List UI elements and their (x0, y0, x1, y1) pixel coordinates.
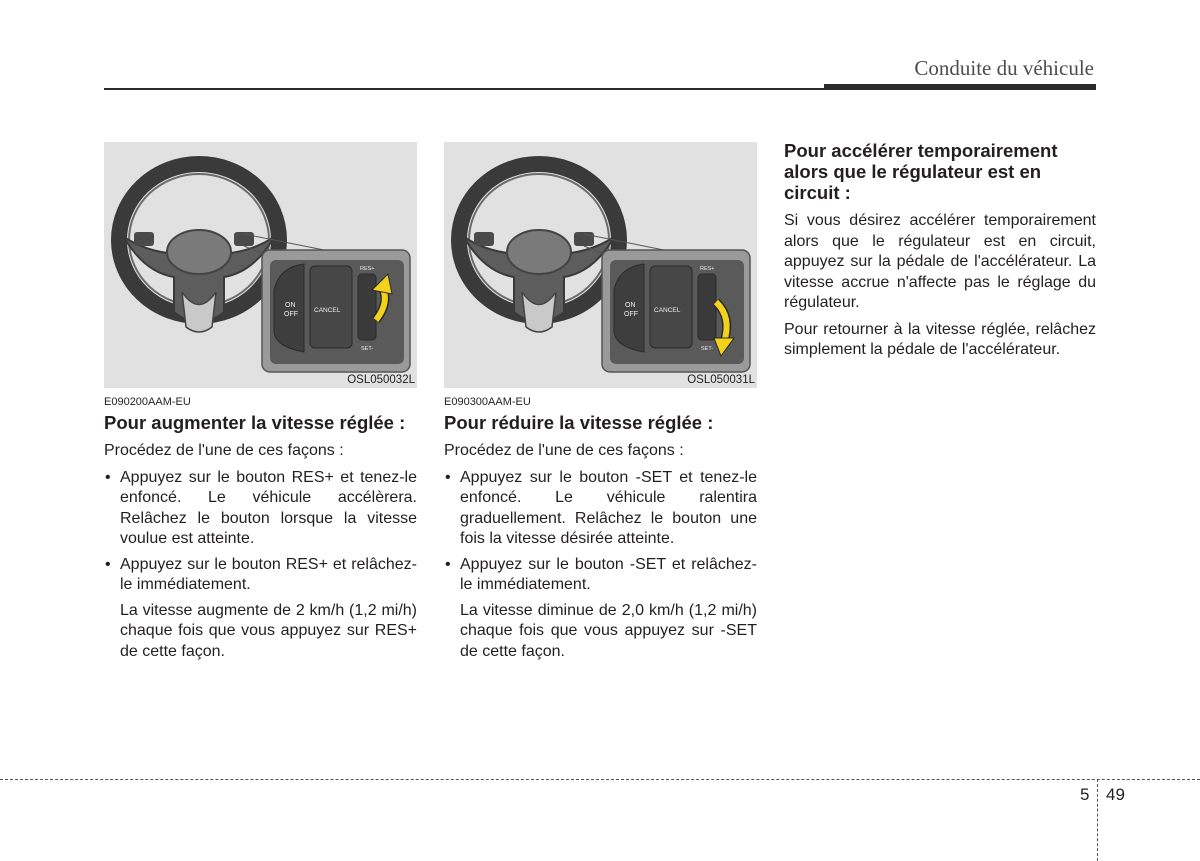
section-heading: Pour accélérer temporairement alors que le régulateur est en circuit : (784, 140, 1058, 203)
switch-label-on: ON (625, 302, 636, 309)
footer-divider (0, 779, 1200, 780)
footer-vertical-divider (1097, 779, 1098, 861)
list-item: • Appuyez sur le bouton RES+ et tenez-le enfoncé. Le véhicule accélèrera. Relâchez le bouton lorsque la vitesse voulue est atteinte. (104, 468, 417, 550)
header-rule (104, 88, 824, 90)
instruction-list (104, 468, 417, 596)
list-item: • Appuyez sur le bouton -SET et relâchez-le immédiatement. (444, 555, 757, 596)
steering-wheel-illustration (444, 142, 757, 388)
header-title: Conduite du véhicule (914, 56, 1094, 80)
switch-label-set: SET- (361, 346, 374, 352)
middle-column (444, 142, 757, 668)
instruction-list (444, 468, 757, 596)
chapter-number: 5 (1080, 785, 1090, 804)
header-rule-accent (824, 84, 1096, 90)
right-column (784, 140, 1096, 367)
list-item: • Appuyez sur le bouton -SET et tenez-le enfoncé. Le véhicule ralentira graduellement. Relâchez le bouton une fois la vitesse désirée atteinte. (444, 468, 757, 550)
page-number: 49 (1106, 785, 1125, 804)
switch-label-cancel: CANCEL (314, 307, 341, 314)
section-heading: Pour augmenter la vitesse réglée : (104, 412, 406, 433)
figure-code: OSL050031L (687, 374, 755, 386)
switch-label-set: SET- (701, 346, 714, 352)
switch-label-res: RES+ (700, 266, 715, 272)
steering-wheel-illustration (104, 142, 417, 388)
note-text: La vitesse diminue de 2,0 km/h (1,2 mi/h) chaque fois que vous appuyez sur -SET de cette façon. (460, 601, 757, 660)
switch-label-off: OFF (284, 311, 298, 318)
figure-code: OSL050032L (347, 374, 415, 386)
steering-wheel-figure-res (104, 142, 417, 388)
section-heading: Pour réduire la vitesse réglée : (444, 412, 714, 433)
intro-text: Procédez de l'une de ces façons : (444, 442, 684, 459)
switch-label-off: OFF (624, 311, 638, 318)
steering-wheel-figure-set (444, 142, 757, 388)
switch-label-res: RES+ (360, 266, 375, 272)
left-column (104, 142, 417, 668)
switch-label-cancel: CANCEL (654, 307, 681, 314)
reference-code: E090200AAM-EU (104, 396, 191, 408)
intro-text: Procédez de l'une de ces façons : (104, 442, 344, 459)
paragraph: Pour retourner à la vitesse réglée, relâchez simplement la pédale de l'accélérateur. (784, 320, 1096, 358)
reference-code: E090300AAM-EU (444, 396, 531, 408)
switch-label-on: ON (285, 302, 296, 309)
paragraph: Si vous désirez accélérer temporairement alors que le régulateur est en circuit, appuyez sur la pédale de l'accélérateur. La vitesse accrue n'affecte pas le réglage du régulateur. (784, 212, 1096, 311)
list-item: • Appuyez sur le bouton RES+ et relâchez-le immédiatement. (104, 555, 417, 596)
note-text: La vitesse augmente de 2 km/h (1,2 mi/h) chaque fois que vous appuyez sur RES+ de cette façon. (120, 601, 417, 660)
